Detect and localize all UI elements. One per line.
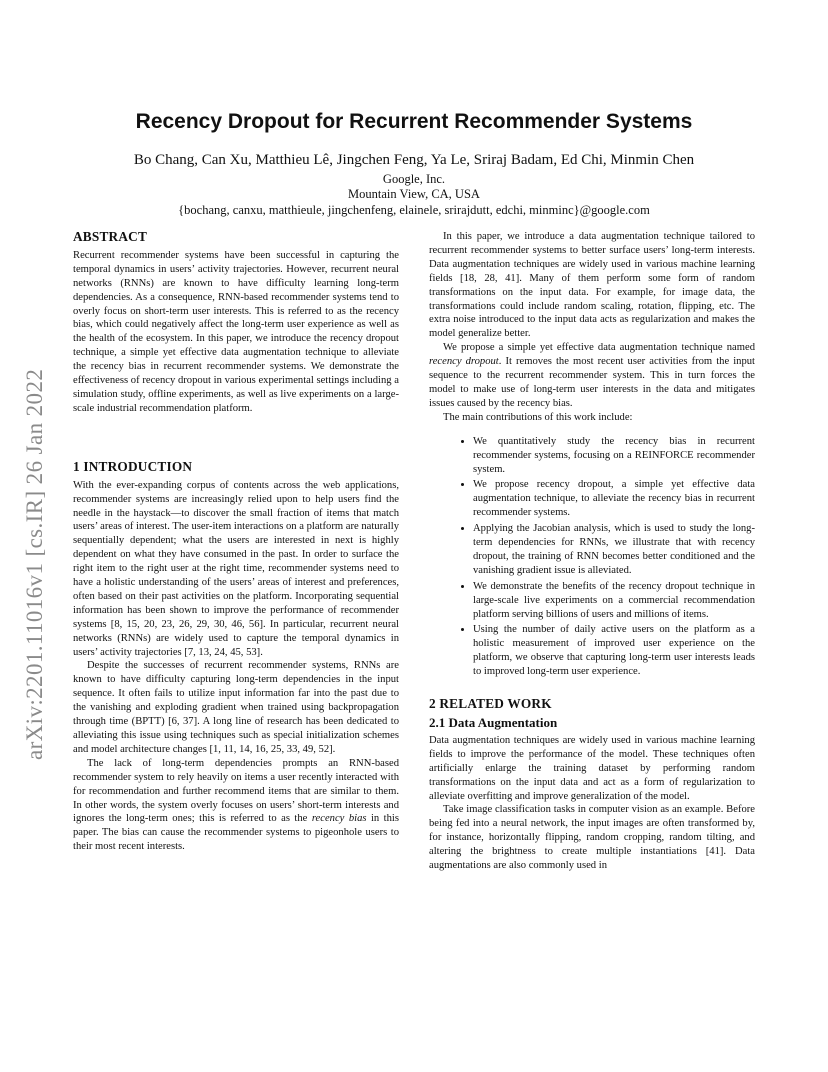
affiliation-emails: {bochang, canxu, matthieule, jingchenfeng, elainele, srirajdutt, edchi, minminc}@google.com [178,203,650,217]
list-item: • Using the number of daily active users on the platform as a holistic measurement of improved user experience on the platform, we observe that capturing long-term user interests leads to improved long-term user experience. [473,623,755,679]
list-item: • Applying the Jacobian analysis, which is used to study the long-term dependencies for RNNs, we illustrate that with recency dropout, the training of RNN becomes better conditioned and the vanishing gradient issue is alleviated. [473,522,755,578]
affiliation-location: Mountain View, CA, USA [348,187,480,201]
intro-paragraph-1: With the ever-expanding corpus of contents across the web applications, recommender systems are increasingly relied upon to help users find the needle in the haystack—to discover the small fraction of items that match users’ areas of interest. The user-item interactions on a platform are naturally sequentially dependent; what the users are interested in next is highly dependent on what they have consumed in the past. In order to surface the right item to the right user at the right time, recommender systems need to have a holistic understanding of the users’ areas of interest and preferences, often based on their past activities on the platform. Incorporating sequential information has been shown to improve the performance of recommender systems [8, 15, 20, 23, 26, 29, 30, 46, 56]. In particular, recurrent neural networks (RNNs) are widely used to capture the temporal dynamics in users’ activity trajectories [7, 13, 24, 45, 53]. [73,479,399,658]
abstract-heading: ABSTRACT [73,229,148,244]
author-list: Bo Chang, Can Xu, Matthieu Lê, Jingchen Feng, Ya Le, Sriraj Badam, Ed Chi, Minmin Chen [133,152,695,168]
abstract-text: Recurrent recommender systems have been successful in capturing the temporal dynamics in users’ activity trajectories. However, recurrent neural networks (RNNs) are known to have difficulty learning long-term dependencies. As a consequence, RNN-based recommender systems tend to overly focus on short-term user interests. This is referred to as the recency bias, which could negatively affect the long-term user experience as well as the health of the ecosystem. In this paper, we introduce the recency dropout technique, a simple yet effective data augmentation technique to alleviate the recency bias in recurrent recommender systems. We demonstrate the effectiveness of recency dropout in various experimental settings including a simulation study, offline experiments, as well as live experiments on a large-scale industrial recommendation platform. [73,249,399,414]
paper-title: Recency Dropout for Recurrent Recommender Systems [135,110,693,133]
right-column [429,230,755,873]
contributions-list [429,435,755,679]
recency-bias-term: recency bias [311,813,367,825]
right-paragraph-2: We propose a simple yet effective data augmentation technique named recency dropout. It removes the most recent user activities from the input sequence to the recurrent recommender system. This in turn forces the model to make use of long-term user interests in the data and mitigates issues caused by the recency bias. [429,342,755,409]
left-column [73,230,399,854]
contributions-intro: The main contributions of this work include: [443,411,633,423]
related-paragraph-2: Take image classification tasks in computer vision as an example. Before being fed into a neural network, the input images are often transformed by, for instance, horizontally flipping, random cropping, random tilting, and altering the brightness to create multiple instantiations [41]. Data augmentations are also commonly used in [429,804,755,872]
intro-paragraph-3: The lack of long-term dependencies prompts an RNN-based recommender system to rely heavily on items a user recently interacted with for recommendation and further recommend items that are similar to them. In other words, the system overly focuses on users’ short-term interests and ignores the long-term ones; this is referred to as the recency bias in this paper. The bias can cause the recommender systems to pigeonhole users to their most recent interests. [73,757,399,853]
related-paragraph-1: Data augmentation techniques are widely used in various machine learning fields to improve the performance of the model. These techniques often artificially enlarge the training dataset by performing random transformations on the input data and act as a form of regularization to alleviate overfitting and improve generalization of the model. [429,734,755,802]
list-item: • We demonstrate the benefits of the recency dropout technique in large-scale live experiments on a commercial recommendation platform serving billions of users and millions of items. [473,580,755,622]
related-work-heading: 2 RELATED WORK [429,696,552,712]
affiliation-org: Google, Inc. [382,172,446,186]
data-augmentation-heading: 2.1 Data Augmentation [429,715,558,730]
right-paragraph-1: In this paper, we introduce a data augmentation technique tailored to recurrent recommender systems to better surface users’ long-term interests. Data augmentation techniques are widely used in various machine learning fields [18, 28, 41]. Many of them perform some form of random transformations on the input data. For example, for image data, the transformations could include random scaling, rotation, flipping, etc. The extra noise introduced to the input data acts as regularization and makes the model generalize better. [429,231,755,340]
intro-heading: 1 INTRODUCTION [73,458,193,474]
list-item: • We quantitatively study the recency bias in recurrent recommender systems, focusing on a REINFORCE recommender system. [473,435,755,477]
arxiv-side-label: arXiv:2201.11016v1 [cs.IR] 26 Jan 2022 [22,368,47,760]
list-item: • We propose recency dropout, a simple yet effective data augmentation technique, to alleviate the recency bias in recurrent recommender systems. [473,478,755,520]
recency-dropout-term: recency dropout [429,356,499,368]
intro-paragraph-2: Despite the successes of recurrent recommender systems, RNNs are known to have difficulty capturing long-term dependencies in the input sequence. It often fails to utilize input information far into the past due to the vanishing and exploding gradient when trained using backpropagation through time (BPTT) [6, 37]. A long line of research has been dedicated to alleviating this issue using techniques such as special initialization schemes and model architecture changes [1, 11, 14, 16, 25, 33, 49, 52]. [73,660,399,755]
